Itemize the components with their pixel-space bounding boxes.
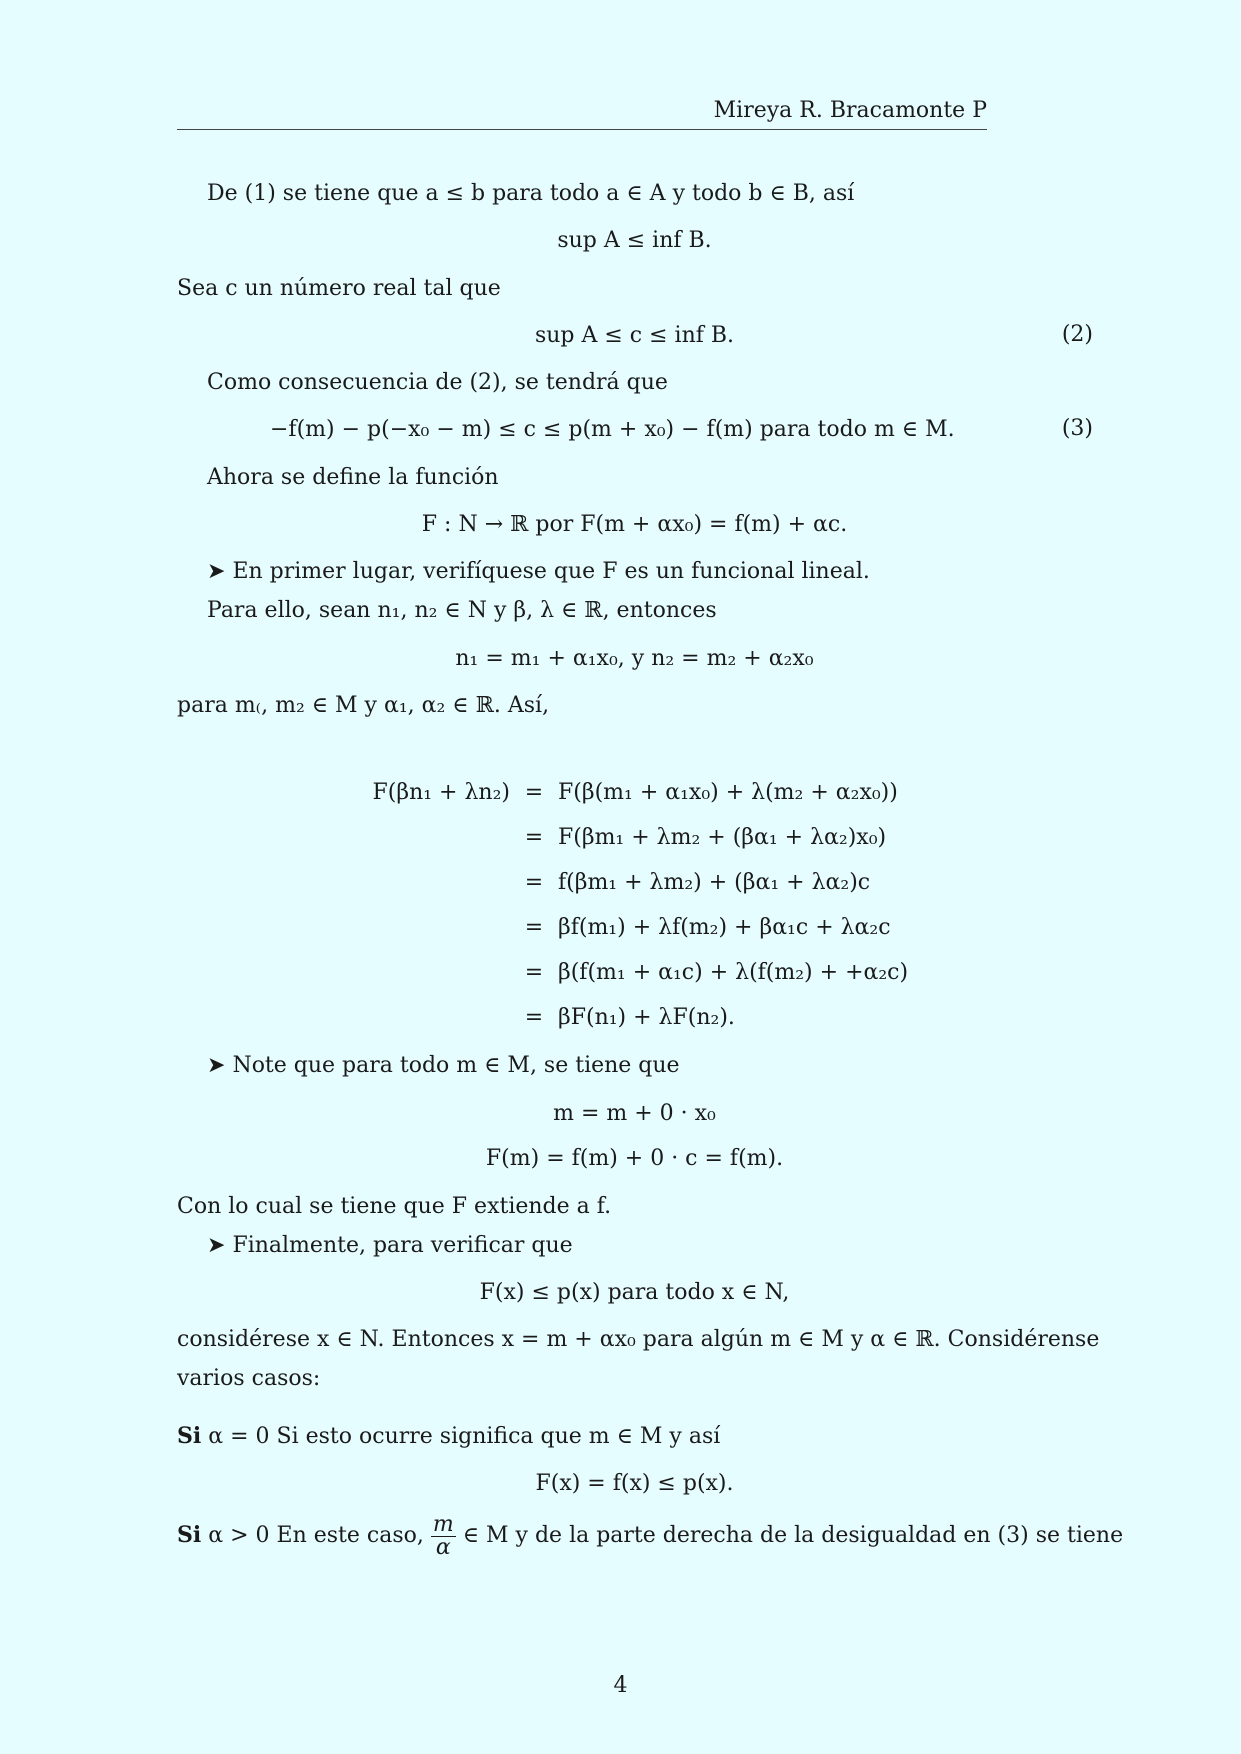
display-equation: F(x) = f(x) ≤ p(x).	[535, 1471, 734, 1496]
align-eq: =	[524, 915, 544, 940]
paragraph-line: Como consecuencia de (2), se tendrá que	[207, 370, 668, 395]
aligned-equations	[330, 770, 908, 1040]
align-rhs: β(f(m₁ + α₁c) + λ(f(m₂) + +α₂c)	[558, 960, 909, 985]
bullet-text: Finalmente, para verificar que	[232, 1233, 573, 1258]
display-equation: n₁ = m₁ + α₁x₀, y n₂ = m₂ + α₂x₀	[455, 646, 814, 671]
paragraph-line: De (1) se tiene que a ≤ b para todo a ∈ A y todo b ∈ B, así	[207, 181, 855, 206]
case-line	[177, 1512, 1123, 1559]
align-row	[330, 995, 908, 1040]
paragraph-line: para m₍, m₂ ∈ M y α₁, α₂ ∈ ℝ. Así,	[177, 693, 550, 718]
align-rhs: f(βm₁ + λm₂) + (βα₁ + λα₂)c	[558, 870, 871, 895]
paragraph-line: varios casos:	[177, 1366, 321, 1391]
align-lhs: F(βn₁ + λn₂)	[372, 780, 510, 805]
fraction	[431, 1511, 456, 1560]
display-equation: m = m + 0 · x₀	[553, 1101, 716, 1126]
bullet-line	[207, 1052, 680, 1080]
arrow-bullet-icon: ➤	[207, 559, 226, 584]
page-number: 4	[613, 1673, 628, 1698]
bullet-line	[207, 558, 870, 586]
align-row	[330, 770, 908, 815]
align-eq: =	[524, 825, 544, 850]
display-equation: F(m) = f(m) + 0 · c = f(m).	[485, 1146, 784, 1171]
display-equation: sup A ≤ c ≤ inf B.	[534, 323, 735, 348]
paragraph-line: Para ello, sean n₁, n₂ ∈ N y β, λ ∈ ℝ, entonces	[207, 598, 717, 623]
bullet-text: En primer lugar, verifíquese que F es un funcional lineal.	[232, 559, 870, 584]
equation-number: (2)	[1061, 322, 1093, 347]
paragraph-line: Ahora se define la función	[207, 465, 499, 490]
align-eq: =	[524, 780, 544, 805]
align-row	[330, 815, 908, 860]
case-text: α > 0 En este caso,	[208, 1523, 424, 1548]
arrow-bullet-icon: ➤	[207, 1053, 226, 1078]
display-equation: F(x) ≤ p(x) para todo x ∈ N,	[479, 1280, 790, 1305]
paragraph-line: Sea c un número real tal que	[177, 276, 501, 301]
display-equation: sup A ≤ inf B.	[557, 228, 712, 253]
case-text: α = 0 Si esto ocurre significa que m ∈ M y así	[208, 1424, 721, 1449]
align-rhs: F(βm₁ + λm₂ + (βα₁ + λα₂)x₀)	[558, 825, 887, 850]
align-rhs: βF(n₁) + λF(n₂).	[558, 1005, 735, 1030]
align-row	[330, 950, 908, 995]
fraction-numerator: m	[432, 1511, 454, 1537]
align-rhs: βf(m₁) + λf(m₂) + βα₁c + λα₂c	[558, 915, 891, 940]
align-row	[330, 860, 908, 905]
bullet-text: Note que para todo m ∈ M, se tiene que	[232, 1053, 680, 1078]
arrow-bullet-icon: ➤	[207, 1233, 226, 1258]
align-rhs: F(β(m₁ + α₁x₀) + λ(m₂ + α₂x₀))	[558, 780, 898, 805]
fraction-denominator: α	[435, 1534, 451, 1560]
align-eq: =	[524, 960, 544, 985]
bullet-line	[207, 1232, 573, 1260]
case-label: Si	[177, 1522, 202, 1548]
case-line	[177, 1422, 720, 1451]
running-header: Mireya R. Bracamonte P	[177, 98, 987, 130]
align-eq: =	[524, 1005, 544, 1030]
case-text: ∈ M y de la parte derecha de la desigualdad en (3) se tiene	[462, 1523, 1124, 1548]
equation-number: (3)	[1061, 416, 1093, 441]
case-label: Si	[177, 1423, 202, 1449]
display-equation: F : N → ℝ por F(m + αx₀) = f(m) + αc.	[421, 512, 848, 537]
align-eq: =	[524, 870, 544, 895]
display-equation: −f(m) − p(−x₀ − m) ≤ c ≤ p(m + x₀) − f(m) para todo m ∈ M.	[270, 417, 955, 442]
align-row	[330, 905, 908, 950]
paragraph-line: Con lo cual se tiene que F extiende a f.	[177, 1194, 612, 1219]
paragraph-line: considérese x ∈ N. Entonces x = m + αx₀ para algún m ∈ M y α ∈ ℝ. Considérense	[177, 1327, 1100, 1352]
